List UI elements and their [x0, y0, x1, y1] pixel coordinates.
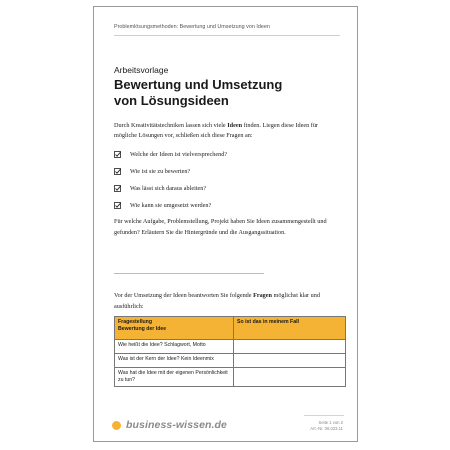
question-item	[114, 184, 340, 201]
answer-line[interactable]	[114, 273, 264, 274]
question-text: Was lässt sich daraus ableiten?	[130, 185, 207, 192]
evaluation-table	[114, 316, 346, 387]
footer-info	[310, 420, 343, 432]
intro-paragraph	[114, 121, 340, 141]
intro-bold: Ideen	[227, 122, 243, 129]
table-header-question	[115, 317, 234, 340]
header-question-line-1: Fragestellung	[118, 319, 153, 325]
table-intro-bold: Fragen	[253, 292, 272, 299]
table-header-row	[115, 317, 346, 340]
document-page	[93, 6, 358, 442]
pretitle: Arbeitsvorlage	[114, 65, 169, 75]
table-intro-text-1: Vor der Umsetzung der Ideen beantworten Sie folgende	[114, 292, 254, 299]
intro-text-1: Durch Kreativitätstechniken lassen sich viele	[114, 122, 228, 129]
intro-text-2: finden. Liegen diese Ideen für mögliche Lösungen vor, schließen sich diese Fragen an:	[114, 122, 318, 139]
table-answer-cell[interactable]	[234, 354, 346, 368]
question-item	[114, 201, 340, 218]
header-divider	[114, 35, 340, 36]
table-row	[115, 368, 346, 387]
page-number: Seite 1 von 2	[318, 420, 343, 425]
table-intro-paragraph	[114, 291, 340, 312]
checkbox-checked-icon	[114, 185, 121, 193]
footer-divider	[304, 415, 344, 416]
title-line-2: von Lösungsideen	[114, 92, 229, 108]
table-question-cell: Was hat die Idee mit der eigenen Persönlichkeit zu tun?	[115, 368, 234, 387]
question-text: Welche der Ideen ist vielversprechend?	[130, 151, 228, 158]
table-row	[115, 340, 346, 354]
table-header-answer: So ist das in meinem Fall	[234, 317, 346, 340]
checkbox-checked-icon	[114, 151, 121, 159]
running-header: Problemlösungsmethoden: Bewertung und Umsetzung von Ideen	[114, 24, 270, 30]
question-text: Wie kann sie umgesetzt werden?	[130, 202, 212, 209]
table-question-cell: Wie heißt die Idee? Schlagwort, Motto	[115, 340, 234, 354]
task-paragraph: Für welche Aufgabe, Problemstellung, Projekt haben Sie Ideen zusammengestellt und gefunden? Erläutern Sie die Hintergründe und die Ausgangssituation.	[114, 218, 327, 236]
header-question-line-2: Bewertung der Idee	[118, 326, 167, 332]
question-item	[114, 150, 340, 167]
title-line-1: Bewertung und Umsetzung	[114, 77, 283, 92]
table-intro-text-2: möglichst klar und ausführlich:	[114, 292, 320, 310]
checkbox-checked-icon	[114, 168, 121, 176]
table-answer-cell[interactable]	[234, 340, 346, 354]
logo-text: business-wissen.de	[126, 419, 228, 431]
table-answer-cell[interactable]	[234, 368, 346, 387]
logo-dot-icon	[112, 421, 121, 430]
table-question-cell: Was ist der Kern der Idee? Kein Ideenmix	[115, 354, 234, 368]
checkbox-checked-icon	[114, 202, 121, 210]
page-title	[114, 77, 340, 108]
question-text: Wie ist sie zu bewerten?	[130, 168, 191, 175]
table-row	[115, 354, 346, 368]
question-list	[114, 150, 340, 218]
question-item	[114, 167, 340, 184]
article-number: Art.-Nr. 06.023.11	[310, 426, 343, 431]
